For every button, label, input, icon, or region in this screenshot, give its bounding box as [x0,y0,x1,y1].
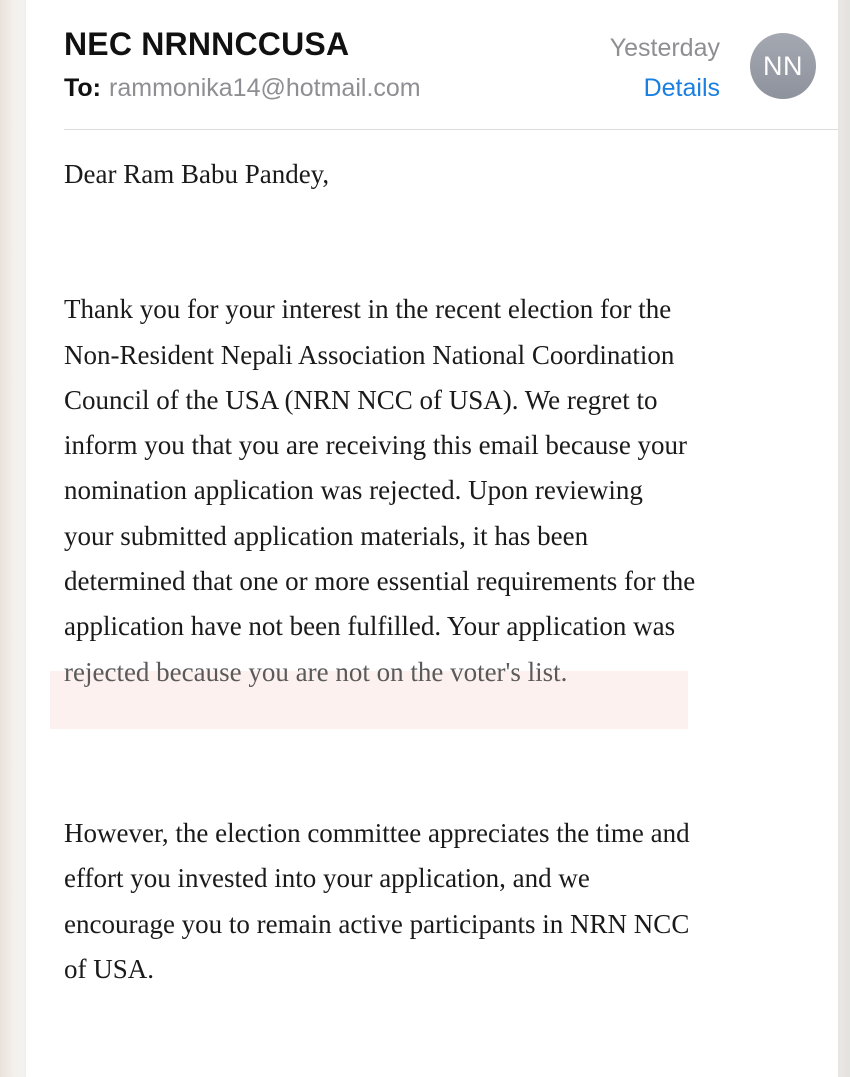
paragraph-2-line: However, the election committee appreciates the time and [64,817,690,848]
paragraph-1-line: inform you that you are receiving this email because your [64,430,688,461]
recipient-line [64,74,421,103]
email-date: Yesterday [609,34,720,62]
sender-name[interactable]: NEC NRNNCCUSA [64,26,350,62]
email-view [26,0,838,1077]
paragraph-1-line: application have not been fulfilled. Your application was [64,611,676,642]
paragraph-2-line: effort you invested into your application, and we [64,863,590,894]
to-label: To: [64,74,102,102]
header-divider [64,129,838,130]
paragraph-2-line: encourage you to remain active participants in NRN NCC [64,908,690,939]
paragraph-1-line: Council of the USA (NRN NCC of USA). We regret to [64,384,658,415]
paragraph-1-line: Non-Resident Nepali Association National Coordination [64,339,675,370]
paragraph-2 [64,811,804,992]
email-header [26,0,838,130]
greeting: Dear Ram Babu Pandey, [64,159,330,189]
paragraph-1 [64,287,804,695]
email-body [64,152,804,992]
details-link[interactable]: Details [643,74,720,102]
sender-avatar[interactable]: NN [750,33,816,99]
paragraph-2-line: of USA. [64,953,155,984]
highlighted-line: rejected because you are not on the voter's list. [64,656,568,687]
recipient-address[interactable]: rammonika14@hotmail.com [109,74,421,102]
paragraph-1-line: Thank you for your interest in the recent election for the [64,294,672,325]
paragraph-1-line: nomination application was rejected. Upon reviewing [64,475,643,506]
paragraph-1-line: your submitted application materials, it has been [64,520,589,551]
paragraph-1-line: determined that one or more essential requirements for the [64,566,696,597]
